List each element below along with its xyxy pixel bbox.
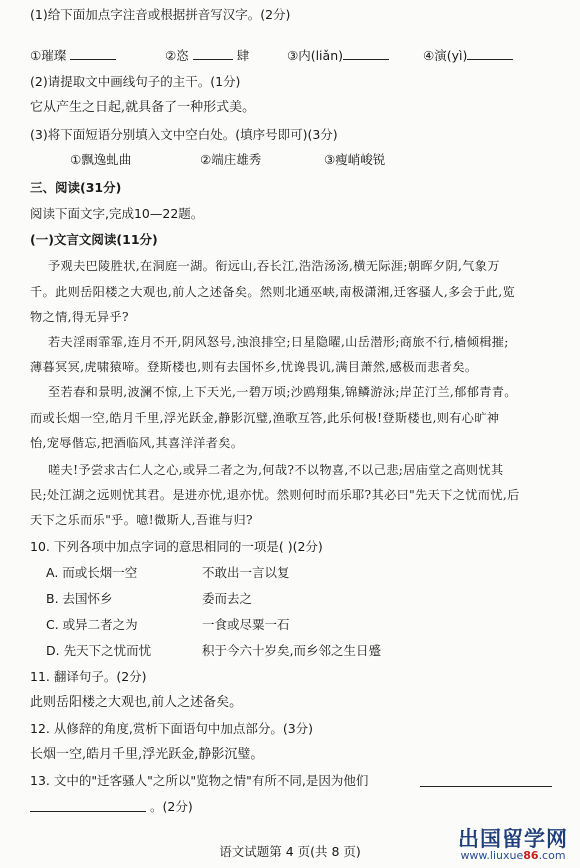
passage-line: 千。此则岳阳楼之大观也,前人之述备矣。然则北通巫峡,南极潇湘,迁客骚人,多会于此,览 (30, 285, 516, 299)
q13-stem: 13. 文中的"迁客骚人"之所以"览物之情"有所不同,是因为他们 (30, 773, 369, 788)
q12-sentence: 长烟一空,皓月千里,浮光跃金,静影沉璧。 (30, 747, 264, 762)
q10-option-c-right: 一食或尽粟一石 (202, 617, 290, 632)
page-footer: 语文试题第 4 页(共 8 页) (219, 844, 361, 859)
q13-answer-line (420, 786, 552, 787)
q13-answer-line (30, 811, 146, 812)
passage-line: 民;处江湖之远则忧其君。是进亦忧,退亦忧。然则何时而乐耶?其必曰"先天下之忧而忧,后 (30, 488, 520, 502)
section-title: 三、阅读(31分) (30, 180, 122, 195)
passage-line: 而或长烟一空,皓月千里,浮光跃金,静影沉璧,渔歌互答,此乐何极!登斯楼也,则有心旷神 (30, 411, 500, 425)
q9-item-3: ③内(liǎn) (287, 47, 389, 64)
passage-line: 至若春和景明,波澜不惊,上下天光,一碧万顷;沙鸥翔集,锦鳞游泳;岸芷汀兰,郁郁青青。 (48, 385, 517, 399)
q10-option-c-left: C. 或异二者之为 (46, 617, 138, 632)
passage-line: 薄暮冥冥,虎啸猿啼。登斯楼也,则有去国怀乡,忧谗畏讥,满目萧然,感极而悲者矣。 (30, 360, 478, 374)
passage-line: 天下之乐而乐"乎。噫!微斯人,吾谁与归? (30, 513, 253, 527)
q9-item-1: ①璀璨 (30, 47, 116, 64)
q11-stem: 11. 翻译句子。(2分) (30, 669, 147, 684)
section-subtitle: (一)文言文阅读(11分) (30, 232, 158, 247)
passage-line: 予观夫巴陵胜状,在洞庭一湖。衔远山,吞长江,浩浩汤汤,横无际涯;朝晖夕阴,气象万 (48, 259, 500, 273)
q10-option-d-left: D. 先天下之忧而忧 (46, 643, 152, 658)
q9-sub3: (3)将下面短语分别填入文中空白处。(填序号即可)(3分) (30, 127, 338, 142)
q9-sub1: (1)给下面加点字注音或根据拼音写汉字。(2分) (30, 7, 291, 22)
q9-item-2: ②恣 肆 (165, 48, 250, 63)
q9-sentence: 它从产生之日起,就具备了一种形式美。 (30, 100, 256, 115)
q10-option-a-right: 不敢出一言以复 (202, 565, 290, 580)
passage-line: 若夫淫雨霏霏,连月不开,阴风怒号,浊浪排空;日星隐曜,山岳潜形;商旅不行,樯倾楫摧; (48, 335, 509, 349)
q9-option-2: ②端庄雄秀 (200, 152, 262, 167)
section-instruction: 阅读下面文字,完成10—22题。 (30, 206, 204, 221)
watermark-logo (458, 828, 568, 862)
watermark-url: www.liuxue86.com (460, 849, 566, 862)
q9-sub2: (2)请提取文中画线句子的主干。(1分) (30, 74, 241, 89)
q12-stem: 12. 从修辞的角度,赏析下面语句中加点部分。(3分) (30, 721, 314, 736)
q10-option-b-left: B. 去国怀乡 (46, 591, 113, 606)
q11-sentence: 此则岳阳楼之大观也,前人之述备矣。 (30, 695, 243, 710)
q10-option-d-right: 积于今六十岁矣,而乡邻之生日蹙 (202, 643, 381, 658)
q9-option-3: ③瘦峭峻锐 (324, 152, 386, 167)
q9-option-1: ①飘逸虬曲 (70, 152, 132, 167)
passage-line: 物之情,得无异乎? (30, 310, 129, 324)
passage-line: 嗟夫!予尝求古仁人之心,或异二者之为,何哉?不以物喜,不以己悲;居庙堂之高则忧其 (48, 463, 504, 477)
q10-option-b-right: 委而去之 (202, 591, 253, 606)
passage-line: 怡,宠辱偕忘,把酒临风,其喜洋洋者矣。 (30, 436, 244, 450)
q10-stem: 10. 下列各项中加点字词的意思相同的一项是( )(2分) (30, 539, 323, 554)
q10-option-a-left: A. 而或长烟一空 (46, 565, 138, 580)
q13-tail: 。(2分) (150, 799, 193, 814)
q9-item-4: ④演(yì) (423, 47, 513, 64)
watermark-name: 出国留学网 (458, 827, 568, 851)
